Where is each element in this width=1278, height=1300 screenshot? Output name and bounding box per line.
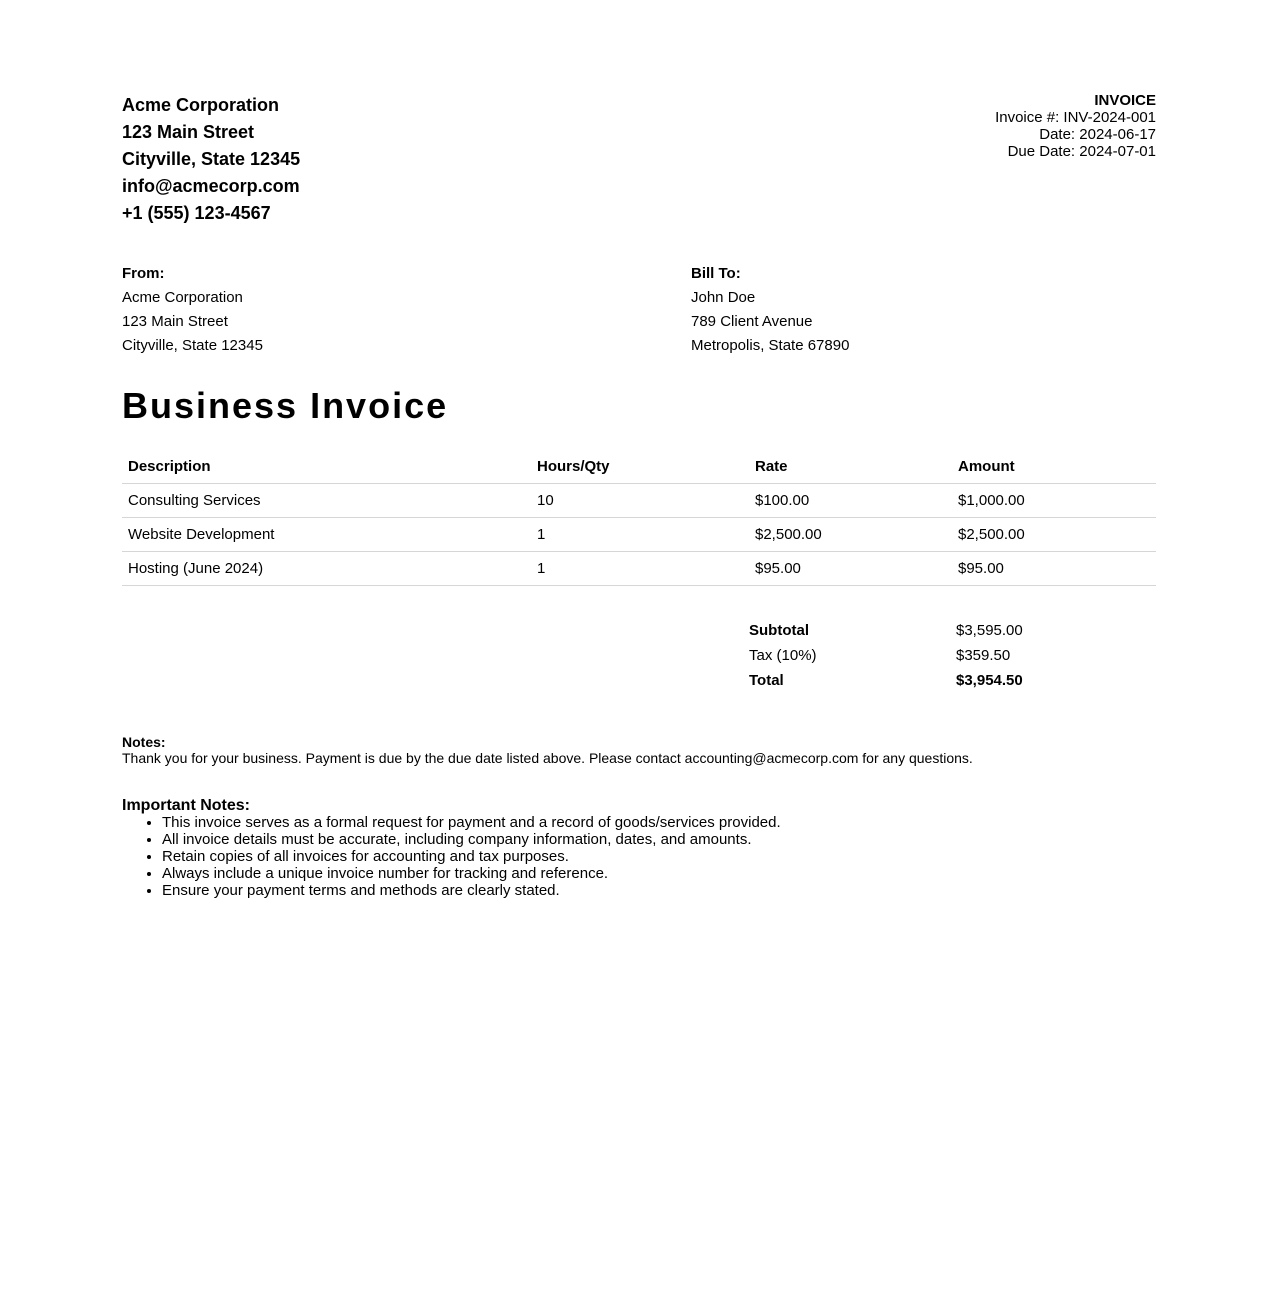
item-qty: 10	[531, 484, 749, 518]
important-notes-section	[122, 797, 781, 899]
important-notes-list	[122, 814, 781, 899]
item-rate: $2,500.00	[749, 518, 952, 552]
invoice-label: INVOICE	[1094, 92, 1156, 109]
item-amount: $2,500.00	[952, 518, 1156, 552]
company-block	[122, 92, 300, 227]
list-item: • All invoice details must be accurate, including company information, dates, and amounts.	[162, 831, 781, 848]
bill-to-block	[691, 262, 849, 358]
company-name: Acme Corporation	[122, 95, 280, 115]
bill-to-line: John Doe	[691, 289, 756, 306]
column-header-rate: Rate	[749, 450, 952, 484]
list-item: • This invoice serves as a formal request for payment and a record of goods/services provided.	[162, 814, 781, 831]
totals-table	[744, 618, 1028, 693]
list-item: • Always include a unique invoice number for tracking and reference.	[162, 865, 781, 882]
from-line: Cityville, State 12345	[122, 337, 263, 354]
item-description: Website Development	[122, 518, 531, 552]
item-rate: $95.00	[749, 552, 952, 586]
item-amount: $1,000.00	[952, 484, 1156, 518]
tax-row	[744, 643, 1028, 668]
parties-section	[122, 262, 1156, 358]
from-line: Acme Corporation	[122, 289, 243, 306]
subtotal-row	[744, 618, 1028, 643]
subtotal-value: $3,595.00	[956, 622, 1023, 639]
list-item: • Ensure your payment terms and methods are clearly stated.	[162, 882, 781, 899]
table-row	[122, 552, 1156, 586]
list-item: • Retain copies of all invoices for accounting and tax purposes.	[162, 848, 781, 865]
item-description: Consulting Services	[122, 484, 531, 518]
company-city: Cityville, State 12345	[122, 149, 301, 169]
line-items-table	[122, 450, 1156, 586]
table-row	[122, 484, 1156, 518]
table-header-row	[122, 450, 1156, 484]
item-qty: 1	[531, 518, 749, 552]
company-email: info@acmecorp.com	[122, 176, 300, 196]
bill-to-line: 789 Client Avenue	[691, 313, 813, 330]
from-label: From:	[122, 265, 165, 282]
notes-text: Thank you for your business. Payment is due by the due date listed above. Please contact accounting@acmecorp.com for any questions.	[122, 750, 973, 766]
important-notes-label: Important Notes:	[122, 797, 250, 814]
bill-to-line: Metropolis, State 67890	[691, 337, 850, 354]
bill-to-label: Bill To:	[691, 265, 741, 282]
tax-label: Tax (10%)	[749, 647, 817, 664]
from-line: 123 Main Street	[122, 313, 228, 330]
invoice-header	[122, 92, 1156, 242]
item-amount: $95.00	[952, 552, 1156, 586]
subtotal-label: Subtotal	[749, 622, 809, 639]
invoice-due-date: Due Date: 2024-07-01	[1007, 143, 1156, 160]
column-header-description: Description	[122, 450, 531, 484]
notes-section	[122, 734, 973, 766]
company-phone: +1 (555) 123-4567	[122, 203, 271, 223]
invoice-date: Date: 2024-06-17	[1039, 126, 1156, 143]
column-header-amount: Amount	[952, 450, 1156, 484]
total-row	[744, 668, 1028, 693]
item-rate: $100.00	[749, 484, 952, 518]
document-title: Business Invoice	[122, 385, 449, 426]
invoice-meta	[995, 92, 1156, 160]
item-description: Hosting (June 2024)	[122, 552, 531, 586]
notes-label: Notes:	[122, 734, 166, 750]
total-value: $3,954.50	[956, 672, 1023, 689]
item-qty: 1	[531, 552, 749, 586]
tax-value: $359.50	[956, 647, 1011, 664]
invoice-number: Invoice #: INV-2024-001	[995, 109, 1156, 126]
table-row	[122, 518, 1156, 552]
from-block	[122, 262, 263, 358]
company-street: 123 Main Street	[122, 122, 255, 142]
total-label: Total	[749, 672, 784, 689]
column-header-qty: Hours/Qty	[531, 450, 749, 484]
invoice-page	[122, 92, 1156, 899]
